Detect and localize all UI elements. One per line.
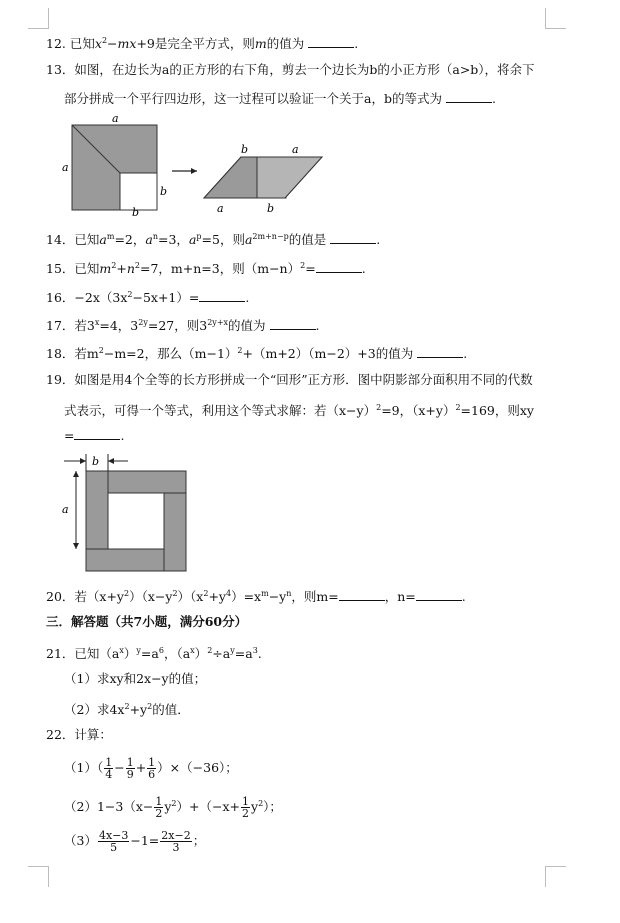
question-17: 17．若$3^x=4$，$3^{2y}=27$，则$3^{2y+x}$的值为 . bbox=[46, 318, 320, 333]
fraction: $\frac{1}{9}$ bbox=[126, 756, 134, 781]
answer-blank-n bbox=[416, 590, 462, 601]
question-12: 12. 已知$x^2-mx+9$是完全平方式，则m的值为 . bbox=[46, 36, 359, 51]
question-16: 16．$-2x(3x^2-5x+1)=$ . bbox=[46, 290, 250, 305]
answer-blank bbox=[417, 347, 463, 358]
section-heading: 三．解答题（共7小题，满分60分） bbox=[46, 614, 248, 629]
fraction: $\frac{1}{2}$ bbox=[155, 795, 163, 820]
label-b-parallelogram: b bbox=[241, 143, 249, 156]
question-19-line-2: 式表示，可得一个等式，利用这个等式求解：若$(x-y)^2=9$，$(x+y)^2=169$，则xy bbox=[64, 403, 534, 418]
question-21-part-1: （1）求xy和2x−y的值； bbox=[64, 671, 207, 686]
figure-19-hui-square bbox=[58, 451, 198, 576]
crop-mark-top-left bbox=[28, 8, 49, 29]
crop-mark-bottom-right bbox=[545, 866, 566, 887]
answer-blank bbox=[270, 319, 316, 330]
question-22-part-2: （2）1−3（x− $\frac{1}{2}$ $y^2)+(-x+$ $\frac{1}{2}$ $y^2$）； bbox=[64, 795, 282, 820]
figure-13-square-to-parallelogram bbox=[60, 113, 340, 217]
answer-blank-m bbox=[339, 590, 385, 601]
crop-mark-top-right bbox=[545, 8, 566, 29]
answer-blank bbox=[330, 233, 376, 244]
question-18: 18．若$m^2-m=2$，那么$(m-1)^2+(m+2)(m-2)+3$的值为 . bbox=[46, 346, 468, 361]
question-22-part-1: （1）（ $\frac{1}{4}$ − $\frac{1}{9}$ + $\frac{1}{6}$ ）×（−36）； bbox=[64, 756, 238, 781]
label-a-parallelogram-bottom: a bbox=[217, 202, 224, 215]
question-22-part-3: （3） $\frac{4x-3}{5}$ −1= $\frac{2x-2}{3}$ ； bbox=[64, 829, 206, 854]
question-20: 20．若$(x+y^2)(x-y^2)(x^2+y^4)=x^m-y^n$，则m= ，n= . bbox=[46, 589, 466, 604]
label-b: b bbox=[92, 455, 100, 468]
question-21: 21．已知$(a^x)^y=a^6$，$(a^x)^2\div a^y=a^3$. bbox=[46, 646, 262, 661]
question-14: 14．已知$a^m=2$，$a^n=3$，$a^p=5$，则$a^{2m+n-p}$的值是 . bbox=[46, 232, 381, 247]
fraction: $\frac{4x-3}{5}$ bbox=[98, 829, 129, 854]
fraction: $\frac{2x-2}{3}$ bbox=[161, 829, 191, 854]
fraction: $\frac{1}{4}$ bbox=[105, 756, 113, 781]
answer-blank bbox=[316, 262, 362, 273]
answer-blank bbox=[199, 291, 245, 302]
crop-mark-bottom-left bbox=[28, 866, 49, 887]
answer-blank bbox=[308, 37, 354, 48]
label-b-right: b bbox=[160, 185, 168, 198]
question-13-line-1: 13．如图，在边长为a的正方形的右下角，剪去一个边长为b的小正方形（a>b），将余下 bbox=[46, 62, 535, 77]
label-b-parallelogram-bottom: b bbox=[267, 202, 275, 215]
question-19-line-1: 19．如图是用4个全等的长方形拼成一个“回形”正方形．图中阴影部分面积用不同的代数 bbox=[46, 372, 533, 387]
question-19-line-3: = . bbox=[64, 428, 125, 443]
question-13-line-2: 部分拼成一个平行四边形，这一过程可以验证一个关于a，b的等式为 . bbox=[64, 91, 496, 106]
label-a-parallelogram-top: a bbox=[292, 143, 299, 156]
fraction: $\frac{1}{2}$ bbox=[242, 795, 249, 820]
question-15: 15．已知$m^2+n^2=7$，m+n=3，则$(m-n)^2=$ . bbox=[46, 261, 366, 276]
label-b-bottom: b bbox=[132, 206, 140, 217]
label-a: a bbox=[62, 503, 69, 516]
fraction: $\frac{1}{6}$ bbox=[148, 756, 156, 781]
answer-blank bbox=[74, 429, 120, 440]
label-a-top: a bbox=[112, 113, 119, 125]
label-a-left: a bbox=[62, 161, 69, 174]
question-22: 22．计算： bbox=[46, 727, 112, 742]
answer-blank bbox=[446, 92, 492, 103]
question-21-part-2: （2）求$4x^2+y^2$的值． bbox=[64, 702, 190, 717]
